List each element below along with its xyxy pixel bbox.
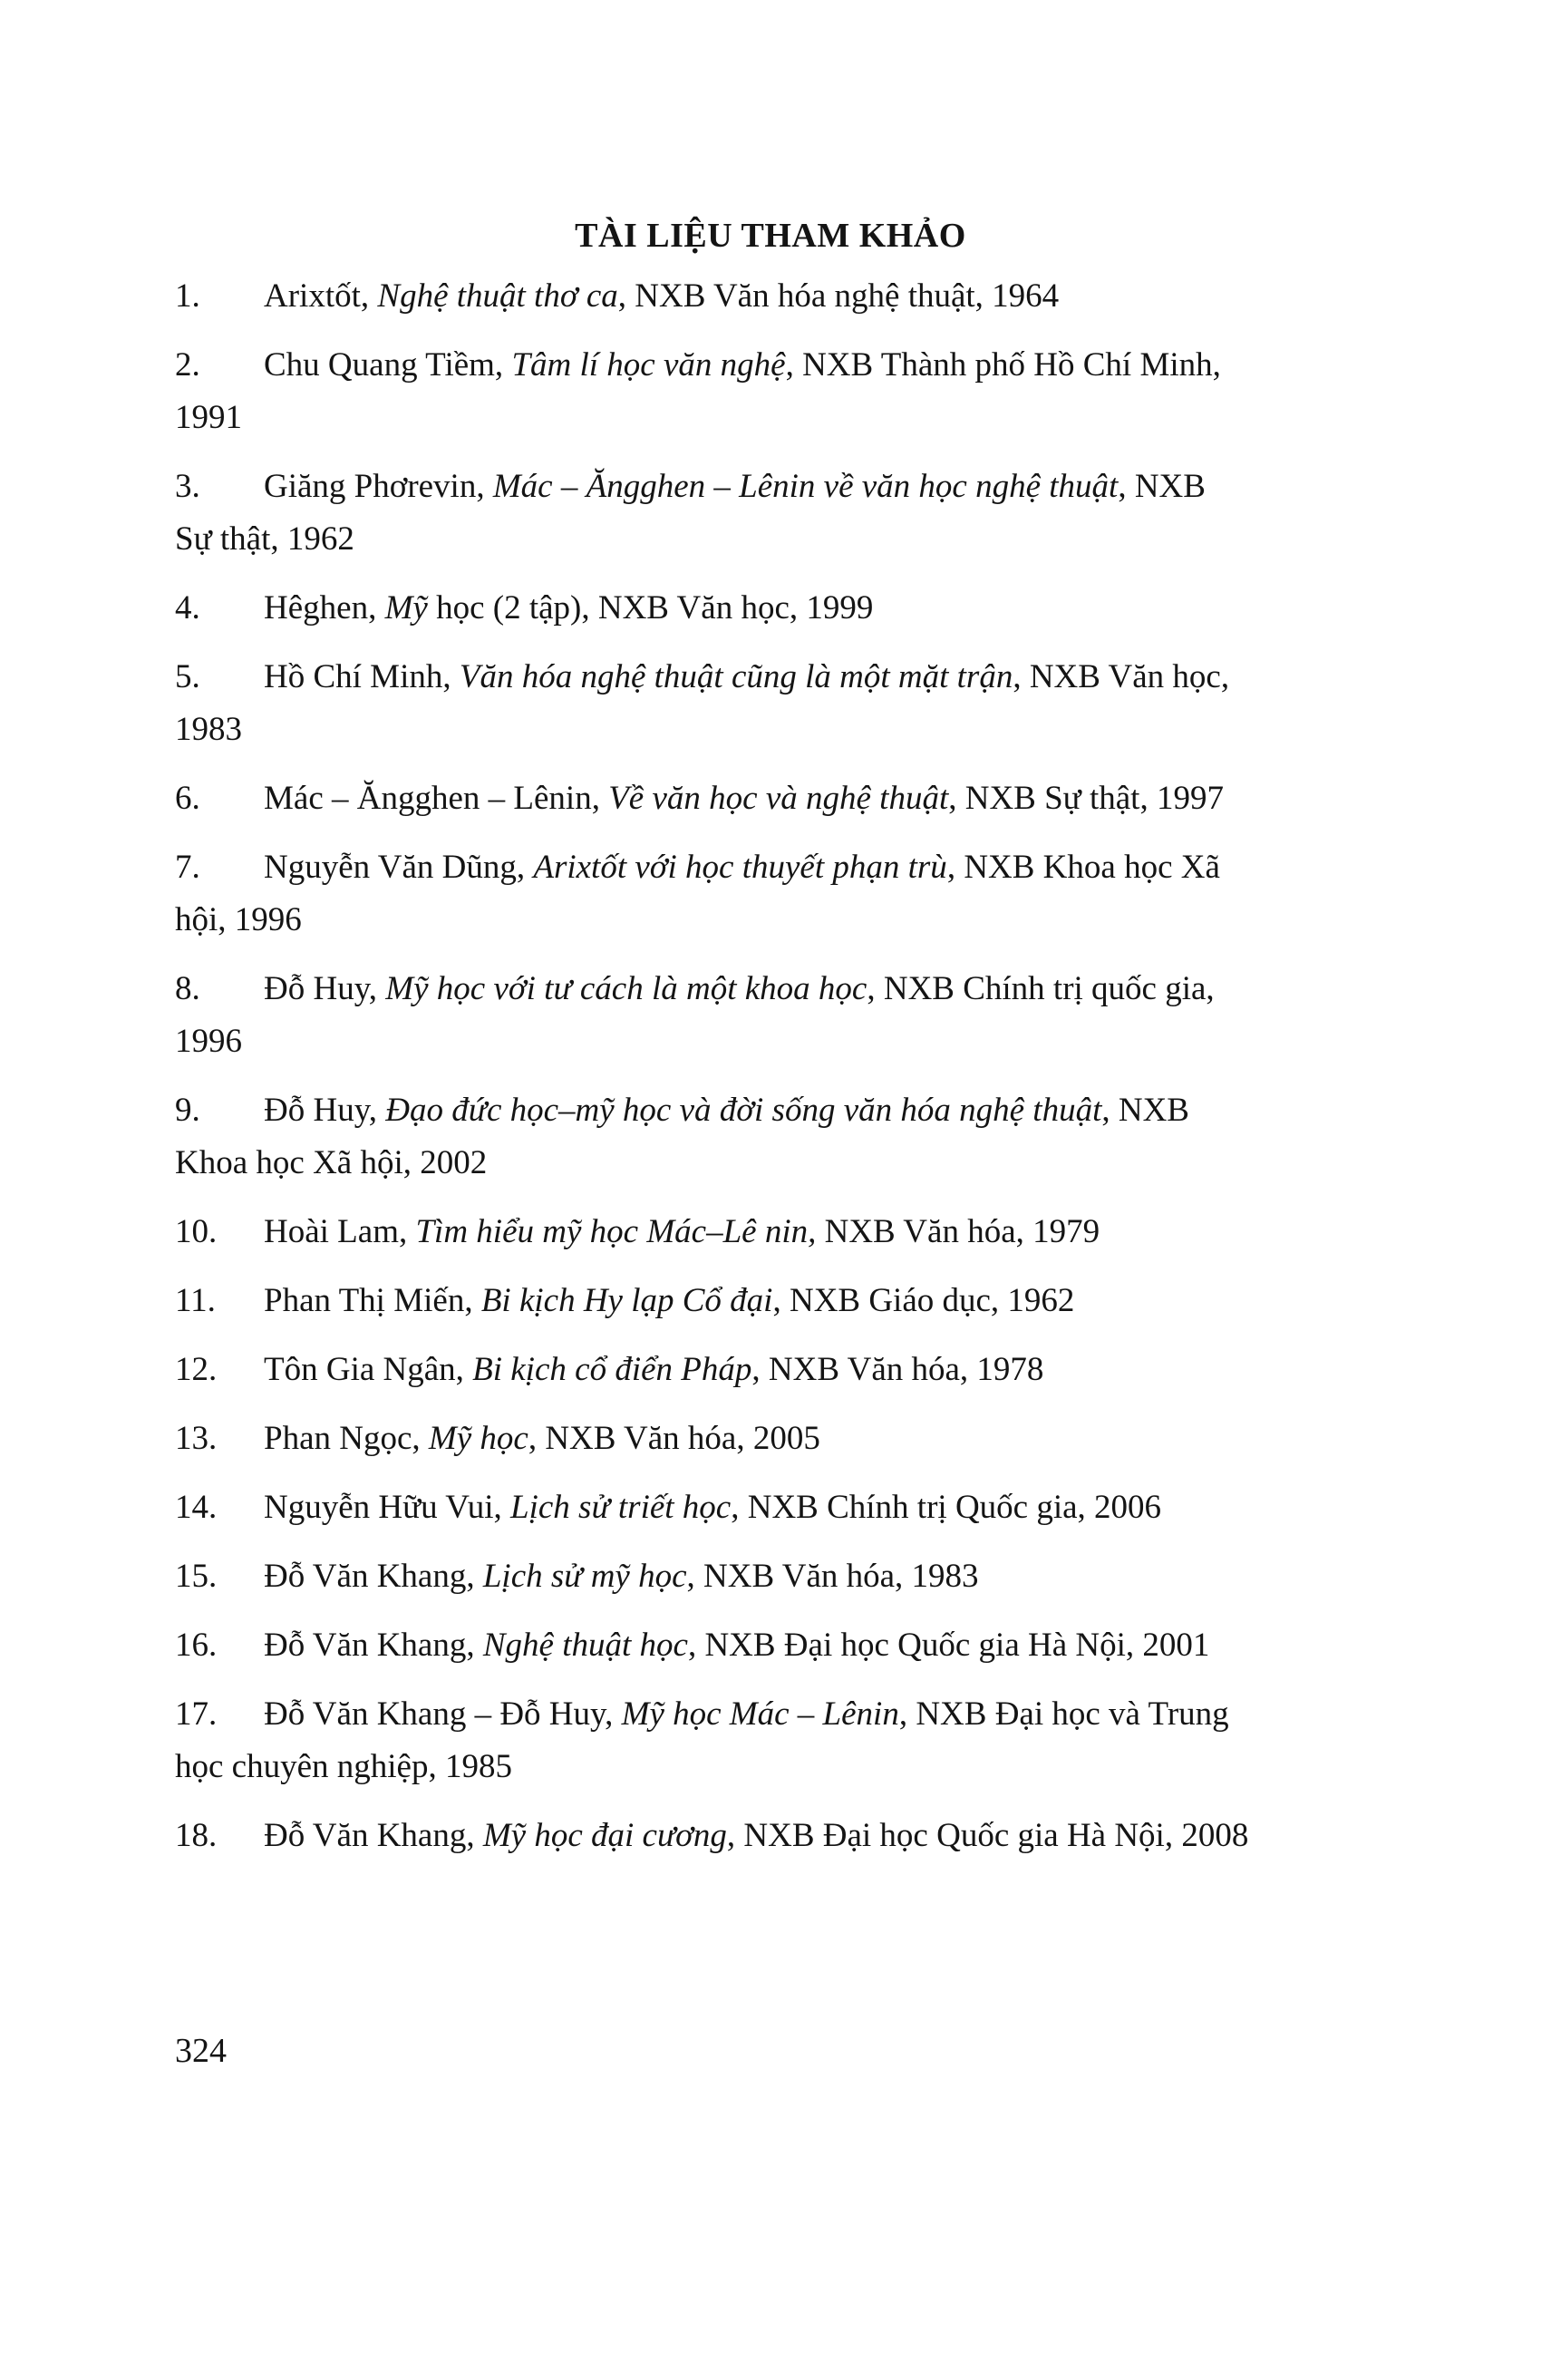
reference-author: Đỗ Văn Khang – Đỗ Huy, [264,1695,622,1733]
reference-author: Hoài Lam, [264,1213,416,1250]
reference-continuation: Sự thật, 1962 [175,520,354,558]
reference-work-title: Nghệ thuật học [482,1627,688,1664]
reference-author: Nguyễn Hữu Vui, [264,1489,511,1526]
reference-publication: , NXB Văn hóa nghệ thuật, 1964 [617,277,1060,315]
reference-publication: , NXB Văn hóa, 1983 [686,1558,979,1595]
reference-item [175,582,1353,635]
reference-number: 14. [175,1489,218,1526]
reference-item [175,1344,1353,1396]
reference-number: 4. [175,589,200,627]
reference-work-title: Văn hóa nghệ thuật cũng là một mặt trận [459,658,1013,695]
reference-publication: , NXB Chính trị Quốc gia, 2006 [731,1489,1162,1526]
reference-work-title: Mỹ học đại cương [482,1817,727,1854]
reference-number: 10. [175,1213,218,1250]
reference-publication: , NXB Đại học Quốc gia Hà Nội, 2001 [687,1627,1210,1664]
reference-item [175,270,1353,323]
reference-work-title: Arixtốt với học thuyết phạn trù [533,849,947,886]
reference-publication: , NXB Đại học Quốc gia Hà Nội, 2008 [726,1817,1249,1854]
reference-publication: , NXB Chính trị quốc gia, [867,970,1215,1007]
page-title: TÀI LIỆU THAM KHẢO [575,217,966,255]
reference-number: 18. [175,1817,218,1854]
reference-author: Đỗ Huy, [264,1092,386,1129]
reference-work-title: Mỹ học [428,1420,528,1457]
reference-author: Đỗ Văn Khang, [264,1817,483,1854]
reference-number: 6. [175,780,200,817]
reference-author: Đỗ Văn Khang, [264,1627,483,1664]
reference-number: 16. [175,1627,218,1664]
reference-item [175,772,1353,825]
reference-item [175,1550,1353,1603]
reference-publication: , NXB Văn hóa, 2005 [528,1420,820,1457]
reference-author: Nguyễn Văn Dũng, [264,849,534,886]
reference-publication: , NXB Giáo dục, 1962 [772,1282,1075,1319]
reference-publication: NXB Văn hóa, 1979 [816,1213,1100,1250]
reference-item [175,963,1353,1068]
reference-work-title: Bi kịch cổ điển Pháp [472,1351,752,1388]
reference-number: 8. [175,970,200,1007]
reference-publication: , NXB Văn học, [1013,658,1230,695]
reference-item [175,1275,1353,1327]
reference-work-title: Mỹ học với tư cách là một khoa học [385,970,867,1007]
reference-work-title: Về văn học và nghệ thuật [608,780,949,817]
reference-item [175,1688,1353,1793]
reference-number: 17. [175,1695,218,1733]
reference-number: 13. [175,1420,218,1457]
reference-item [175,1413,1353,1465]
page-number: 324 [175,2032,227,2070]
reference-work-title: Mác – Ăngghen – Lênin về văn học nghệ thuật [492,468,1119,505]
reference-item [175,1481,1353,1534]
reference-item [175,1810,1353,1862]
reference-item [175,339,1353,444]
reference-publication: , NXB Văn hóa, 1978 [751,1351,1044,1388]
reference-publication: , NXB Sự thật, 1997 [948,780,1224,817]
reference-author: Chu Quang Tiềm, [264,346,512,384]
reference-work-title: Bi kịch Hy lạp Cổ đại [480,1282,773,1319]
reference-work-title: Mỹ học Mác – Lênin [621,1695,899,1733]
reference-author: Đỗ Văn Khang, [264,1558,483,1595]
reference-number: 1. [175,277,200,315]
reference-number: 15. [175,1558,218,1595]
reference-continuation: Khoa học Xã hội, 2002 [175,1144,488,1181]
reference-item [175,1084,1353,1190]
reference-number: 3. [175,468,200,505]
reference-item [175,651,1353,756]
reference-publication: , NXB [1118,468,1206,505]
reference-work-title: Lịch sử mỹ học [482,1558,687,1595]
reference-continuation: 1983 [175,711,242,748]
reference-continuation: 1991 [175,399,242,436]
reference-author: Hồ Chí Minh, [264,658,460,695]
reference-publication: , NXB Thành phố Hồ Chí Minh, [785,346,1221,384]
reference-author: Arixtốt, [264,277,378,315]
reference-item [175,1206,1353,1258]
reference-item [175,841,1353,947]
reference-work-title: Tâm lí học văn nghệ [511,346,786,384]
reference-publication: , NXB [1101,1092,1189,1129]
reference-number: 2. [175,346,200,384]
reference-number: 9. [175,1092,200,1129]
reference-work-title: Mỹ [384,589,428,627]
reference-continuation: học chuyên nghiệp, 1985 [175,1748,512,1785]
reference-work-title: Tìm hiểu mỹ học Mác–Lê nin, [415,1213,817,1250]
reference-publication: học (2 tập), NXB Văn học, 1999 [427,589,874,627]
reference-author: Phan Thị Miến, [264,1282,481,1319]
reference-number: 7. [175,849,200,886]
reference-continuation: 1996 [175,1023,242,1060]
reference-number: 5. [175,658,200,695]
reference-publication: , NXB Đại học và Trung [898,1695,1229,1733]
reference-author: Đỗ Huy, [264,970,386,1007]
reference-author: Phan Ngọc, [264,1420,429,1457]
reference-work-title: Đạo đức học–mỹ học và đời sống văn hóa nghệ thuật [385,1092,1102,1129]
reference-number: 12. [175,1351,218,1388]
reference-item [175,1619,1353,1672]
reference-author: Hêghen, [264,589,385,627]
reference-number: 11. [175,1282,216,1319]
reference-continuation: hội, 1996 [175,901,302,938]
reference-author: Tôn Gia Ngân, [264,1351,473,1388]
reference-publication: , NXB Khoa học Xã [946,849,1220,886]
reference-item [175,461,1353,566]
reference-author: Giăng Phơrevin, [264,468,493,505]
reference-author: Mác – Ăngghen – Lênin, [264,780,609,817]
reference-list [175,270,1353,1879]
reference-work-title: Lịch sử triết học [510,1489,732,1526]
reference-work-title: Nghệ thuật thơ ca [377,277,618,315]
